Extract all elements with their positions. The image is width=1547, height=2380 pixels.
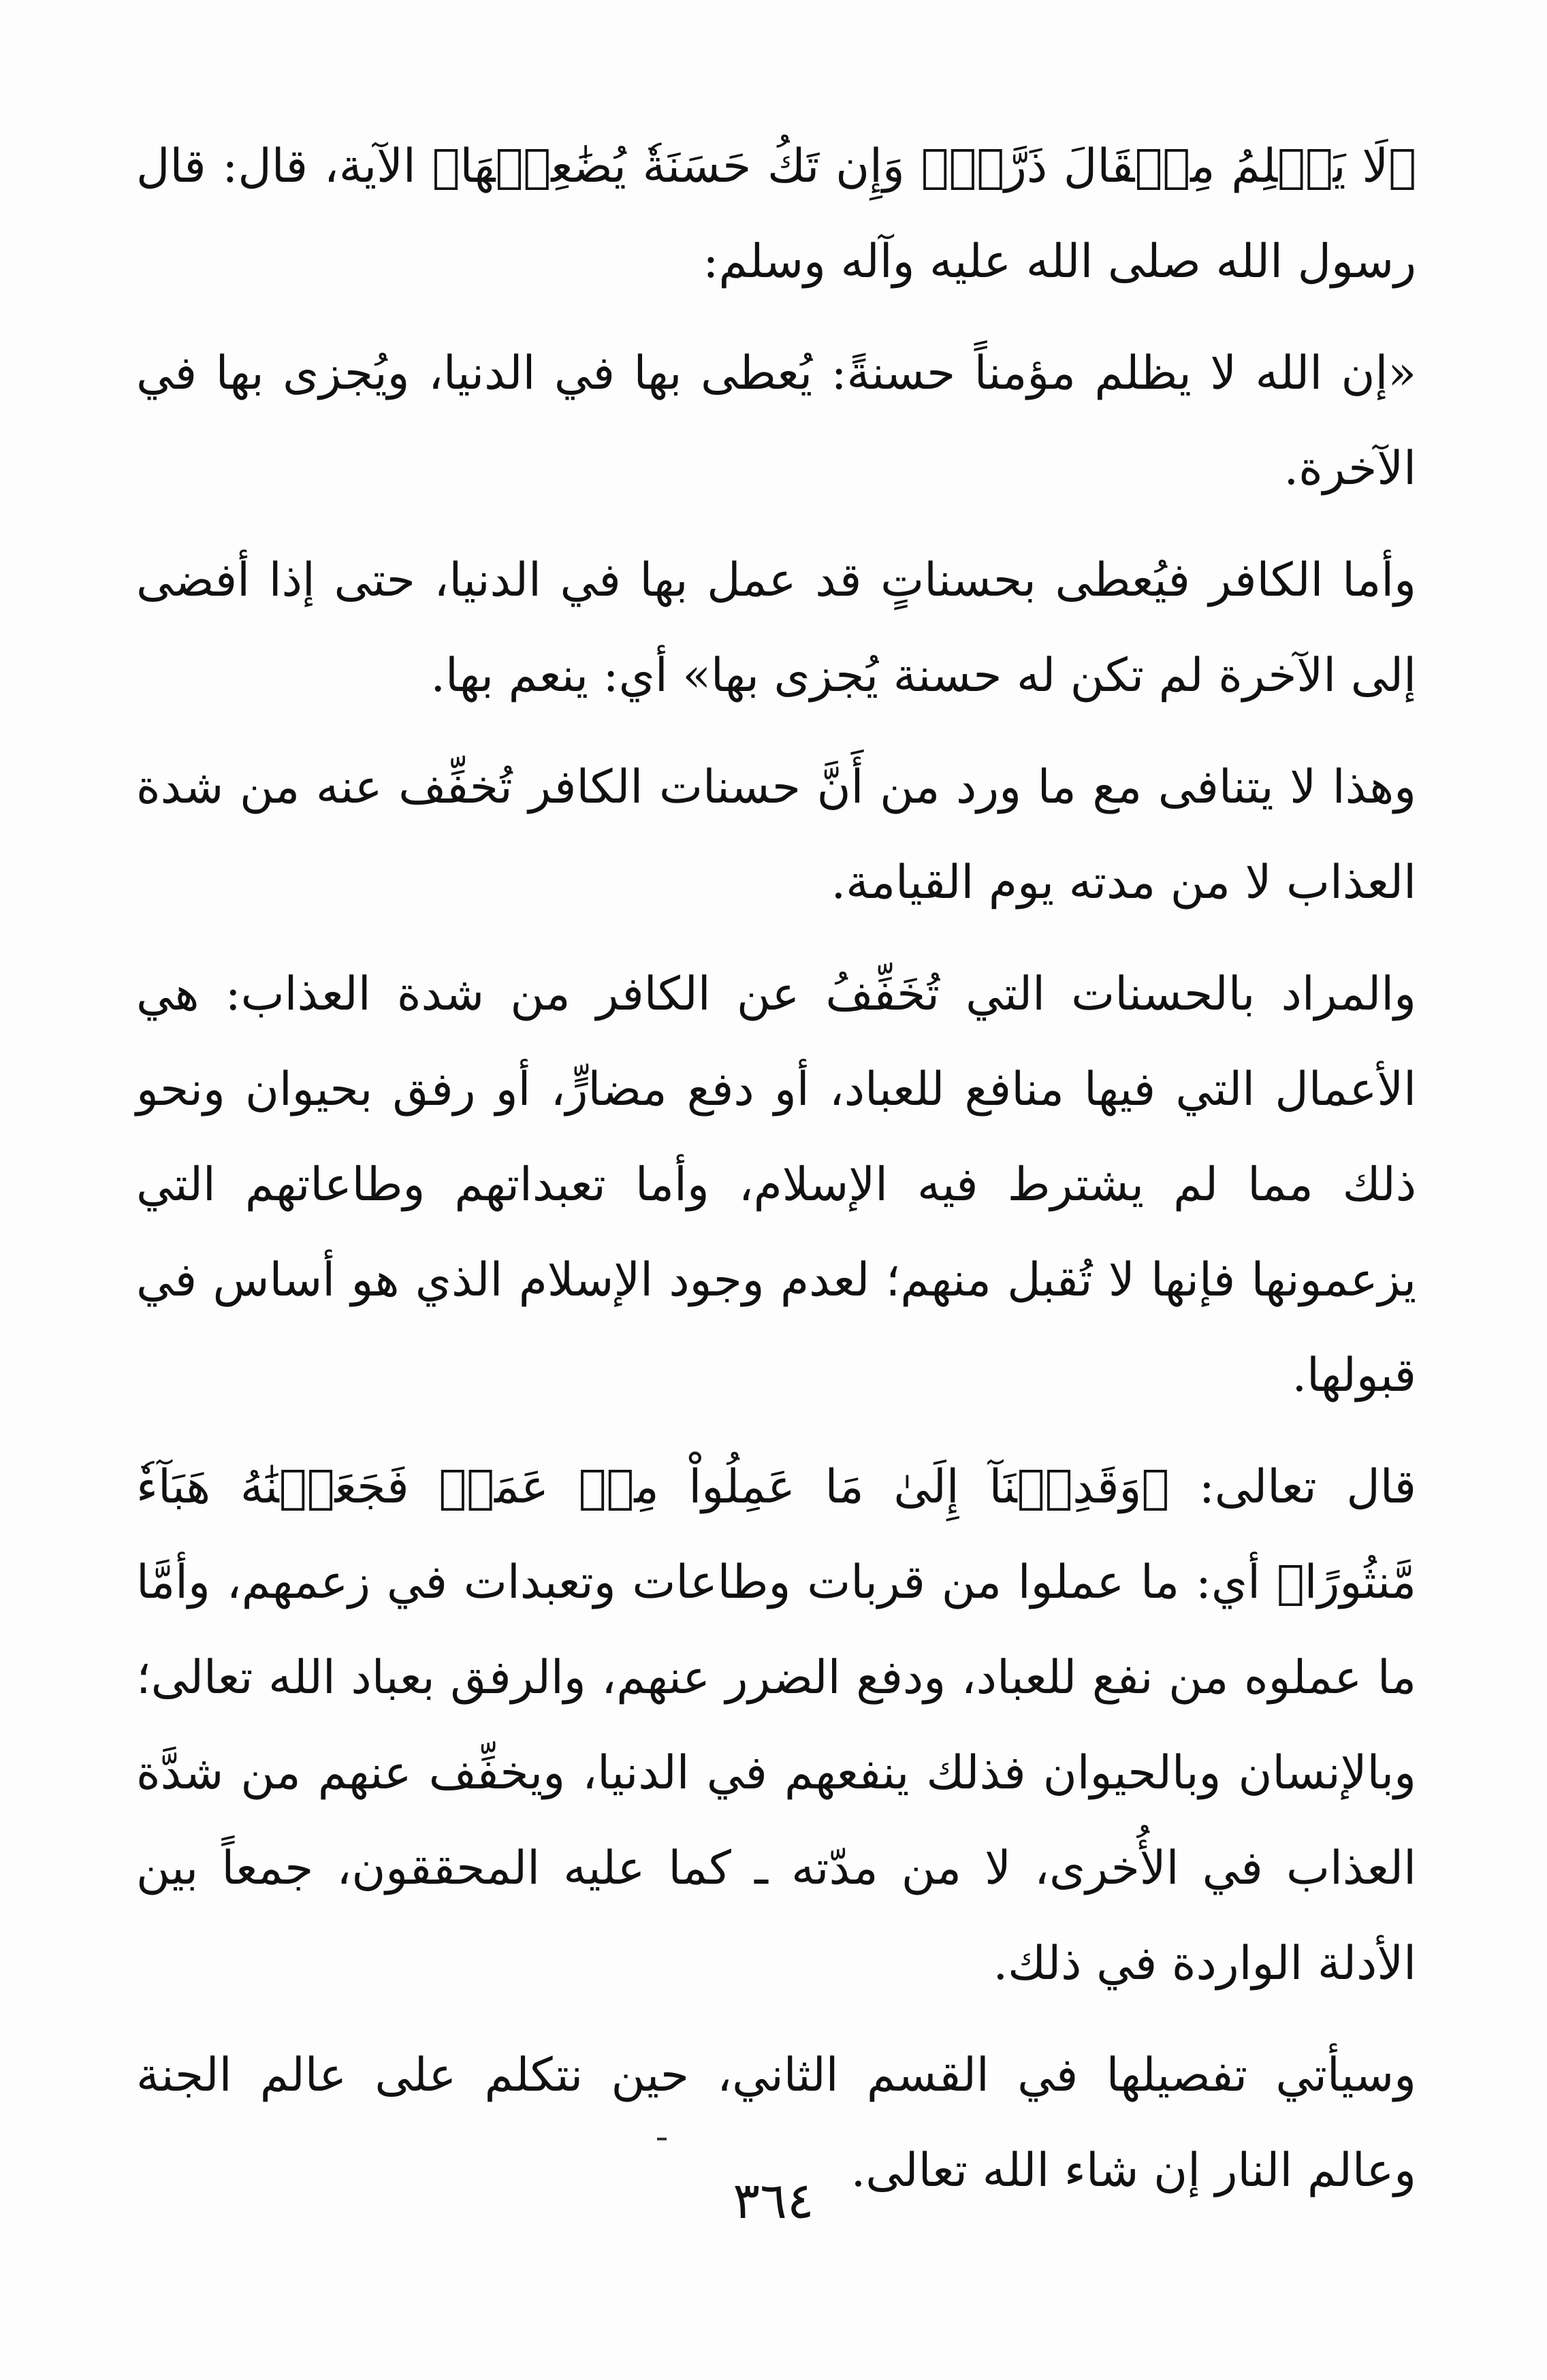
paragraph-hadith-believer: «إن الله لا يظلم مؤمناً حسنةً: يُعطى بها في الدنيا، ويُجزى بها في الآخرة. bbox=[136, 347, 1416, 496]
paragraph-quran-hadith-intro: ﴿لَا يَظۡلِمُ مِثۡقَالَ ذَرَّةٖۖ وَإِن تَكُ حَسَنَةٗ يُضَٰعِفۡهَا﴾ الآية، قال: قال رسول الله صلى الله عليه وآله وسلم: bbox=[136, 140, 1416, 289]
paragraph-quran-verse-explanation: قال تعالى: ﴿وَقَدِمۡنَآ إِلَىٰ مَا عَمِلُواْ مِنۡ عَمَلٖ فَجَعَلۡنَٰهُ هَبَآءٗ مَّنثُورًا﴾ أي: ما عملوا من قربات وطاعات وتعبدات في زعمهم، وأمَّا ما عملوه من نفع للعباد، ودفع الضرر عنهم، والرفق بعباد الله تعالى؛ وبالإنسان وبالحيوان فذلك ينفعهم في الدنيا، ويخفِّف عنهم من شدَّة العذاب في الأُخرى، لا من مدّته ـ كما عليه المحققون، جمعاً بين الأدلة الواردة في ذلك. bbox=[136, 1460, 1416, 1991]
page-number: ٣٦٤ bbox=[733, 2172, 814, 2230]
paragraph-hadith-disbeliever: وأما الكافر فيُعطى بحسناتٍ قد عمل بها في الدنيا، حتى إذا أفضى إلى الآخرة لم تكن له حسنة يُجزى بها» أي: ينعم بها. bbox=[136, 553, 1416, 703]
divider-mark bbox=[657, 2138, 667, 2140]
body-text bbox=[136, 119, 1416, 2235]
paragraph-upcoming-detail: وسيأتي تفصيلها في القسم الثاني، حين نتكلم على عالم الجنة وعالم النار إن شاء الله تعالى. bbox=[136, 2048, 1416, 2198]
paragraph-reconciliation: وهذا لا يتنافى مع ما ورد من أَنَّ حسنات الكافر تُخفِّف عنه من شدة العذاب لا من مدته يوم القيامة. bbox=[136, 760, 1416, 910]
paragraph-meaning-of-good-deeds: والمراد بالحسنات التي تُخَفِّفُ عن الكافر من شدة العذاب: هي الأعمال التي فيها منافع للعباد، أو دفع مضارٍّ، أو رفق بحيوان ونحو ذلك مما لم يشترط فيه الإسلام، وأما تعبداتهم وطاعاتهم التي يزعمونها فإنها لا تُقبل منهم؛ لعدم وجود الإسلام الذي هو أساس في قبولها. bbox=[136, 967, 1416, 1402]
